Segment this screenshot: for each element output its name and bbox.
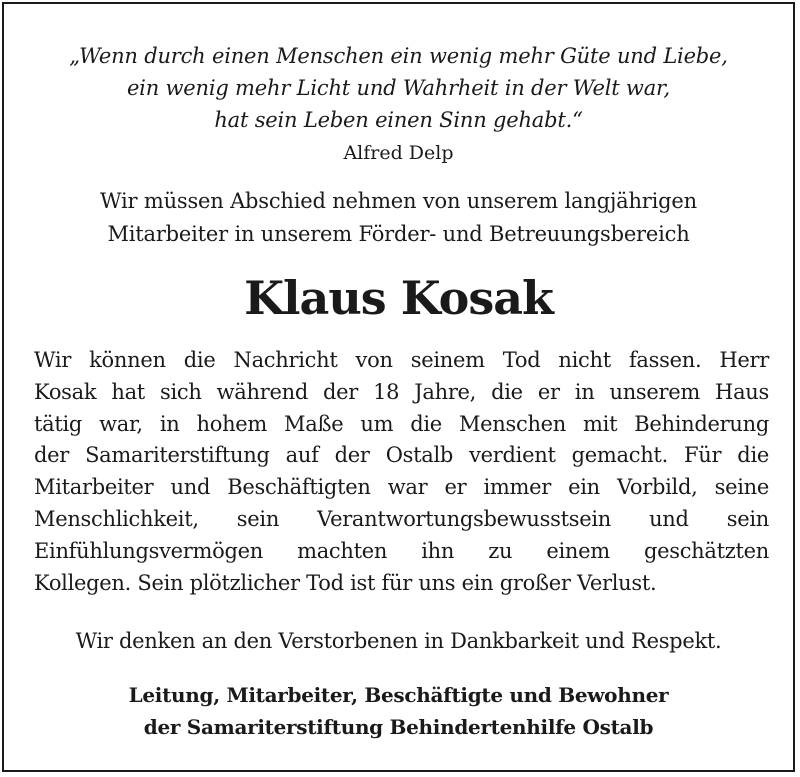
farewell-intro: [4, 185, 793, 251]
paragraph-line: Menschlichkeit, sein Verantwortungsbewusstsein und sein: [34, 506, 769, 531]
signature-block: [4, 679, 793, 743]
signature-line: Leitung, Mitarbeiter, Beschäftigte und Bewohner: [128, 683, 669, 707]
paragraph-line: Mitarbeiter und Beschäftigten war er immer ein Vorbild, seine: [34, 475, 769, 500]
quote-author: Alfred Delp: [343, 142, 454, 164]
quote-line: „Wenn durch einen Menschen ein wenig mehr Güte und Liebe,: [69, 44, 728, 68]
paragraph-line: Kosak hat sich während der 18 Jahre, die er in unserem Haus: [34, 379, 769, 404]
paragraph-line: Einfühlungsvermögen machten ihn zu einem geschätzten: [34, 538, 769, 563]
obituary-notice: [2, 2, 795, 772]
quote-line: hat sein Leben einen Sinn gehabt.“: [214, 108, 583, 132]
paragraph-line: tätig war, in hohem Maße um die Menschen mit Behinderung: [34, 411, 769, 436]
paragraph-line: der Samariterstiftung auf der Ostalb verdient gemacht. Für die: [34, 443, 769, 468]
signature-line: der Samariterstiftung Behindertenhilfe Ostalb: [143, 715, 654, 739]
closing-sentence: Wir denken an den Verstorbenen in Dankbarkeit und Respekt.: [75, 629, 722, 653]
tribute-paragraph: [34, 345, 769, 599]
paragraph-line: Kollegen. Sein plötzlicher Tod ist für uns ein großer Verlust.: [34, 570, 657, 595]
intro-line: Wir müssen Abschied nehmen von unserem langjährigen: [100, 189, 697, 213]
paragraph-line: Wir können die Nachricht von seinem Tod nicht fassen. Herr: [34, 348, 769, 372]
intro-line: Mitarbeiter in unserem Förder- und Betreuungsbereich: [107, 222, 690, 246]
quote-line: ein wenig mehr Licht und Wahrheit in der Welt war,: [126, 76, 671, 100]
epigraph-quote: [4, 40, 793, 136]
deceased-name: Klaus Kosak: [244, 271, 553, 325]
